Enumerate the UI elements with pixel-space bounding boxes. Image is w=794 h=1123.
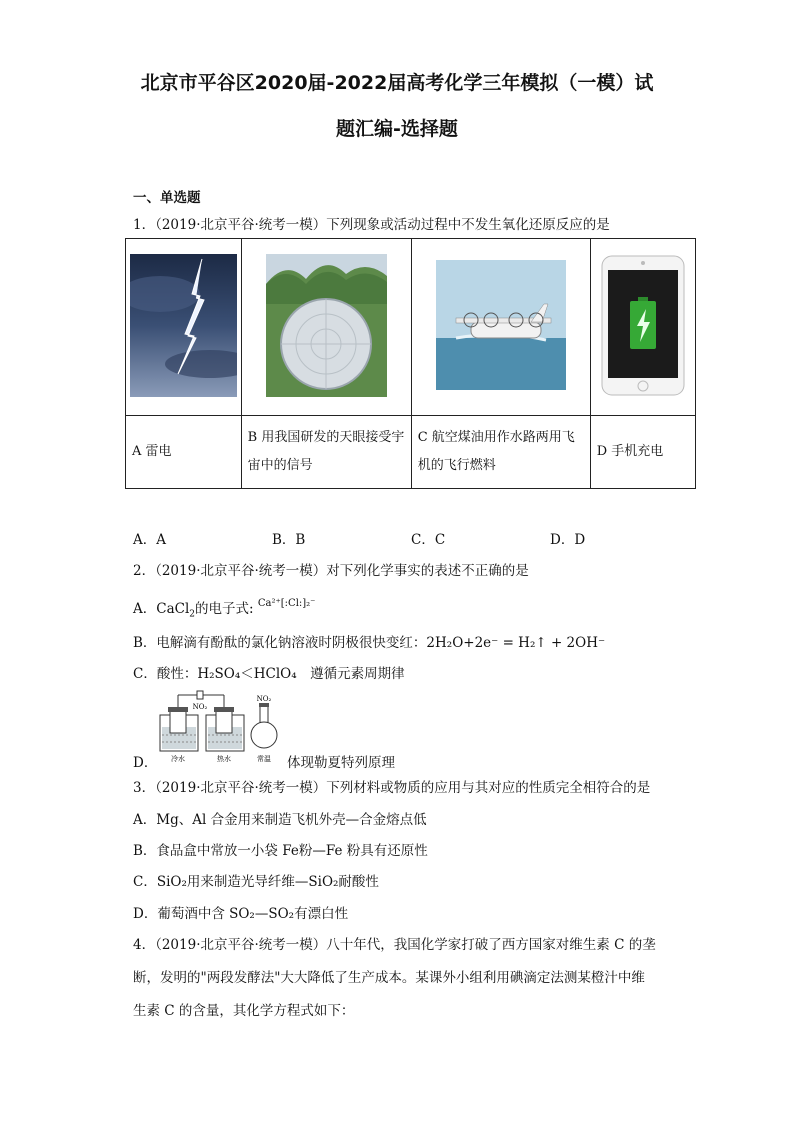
doc-title-line1: 北京市平谷区2020届-2022届高考化学三年模拟（一模）试	[140, 72, 654, 94]
q3-option-b: B．食品盒中常放一小袋 Fe粉—Fe 粉具有还原性	[133, 843, 428, 859]
no2-equilibrium-diagram	[152, 687, 287, 763]
cold-water-label: 冷水	[171, 755, 185, 763]
q1-cell-b-label: B 用我国研发的天眼接受宇宙中的信号	[241, 416, 411, 489]
q2-option-b: B．电解滴有酚酞的氯化钠溶液时阴极很快变红：2H₂O+2e⁻ = H₂↑ + 2OH⁻	[133, 635, 606, 651]
q3-option-c: C．SiO₂用来制造光导纤维—SiO₂耐酸性	[133, 874, 379, 890]
cell-phone	[590, 239, 695, 416]
fast-telescope-photo	[266, 254, 387, 397]
q4-line1: 4．（2019·北京平谷·统考一模）八十年代，我国化学家打破了西方国家对维生素 C 的垄	[133, 937, 656, 953]
q1-stem: 1．（2019·北京平谷·统考一模）下列现象或活动过程中不发生氧化还原反应的是	[133, 217, 610, 233]
q4-line3: 生素 C 的含量，其化学方程式如下：	[133, 1003, 355, 1019]
cell-seaplane	[411, 239, 590, 416]
q1-table	[125, 238, 696, 489]
q3-option-d: D．葡萄酒中含 SO₂—SO₂有漂白性	[133, 906, 349, 922]
q1-options	[133, 528, 689, 548]
q2-option-a	[133, 597, 315, 620]
q3-stem: 3．（2019·北京平谷·统考一模）下列材料或物质的应用与其对应的性质完全相符合的是	[133, 780, 651, 796]
seaplane-photo	[436, 260, 566, 390]
q2-a-sub: 2	[189, 609, 196, 620]
q1-option-b: B．B	[272, 532, 306, 548]
phone-charging-photo	[600, 254, 686, 397]
q1-option-a: A．A	[133, 532, 166, 548]
lightning-photo	[130, 254, 237, 397]
q1-cell-c-label: C 航空煤油用作水路两用飞机的飞行燃料	[411, 416, 590, 489]
doc-title-line2: 题汇编-选择题	[336, 118, 458, 140]
q2-a-mid: 的电子式:	[195, 601, 254, 617]
cell-telescope	[241, 239, 411, 416]
q2-option-d-suffix: 体现勒夏特列原理	[287, 755, 395, 771]
q2-option-c: C．酸性：H₂SO₄＜HClO₄ 遵循元素周期律	[133, 666, 405, 682]
q2-option-d-prefix: D．	[133, 755, 158, 771]
cell-lightning	[126, 239, 242, 416]
q1-cell-d-label: D 手机充电	[590, 416, 695, 489]
q1-option-d: D．D	[550, 532, 586, 548]
no2-label-2: NO₂	[256, 695, 272, 703]
q2-stem: 2．（2019·北京平谷·统考一模）对下列化学事实的表述不正确的是	[133, 563, 529, 579]
q2-a-prefix: A．CaCl	[133, 601, 190, 617]
section-heading: 一、单选题	[133, 190, 201, 206]
q2-a-formula: Ca²⁺[:Cl:]₂⁻	[257, 598, 316, 609]
no2-label-1: NO₂	[192, 703, 208, 711]
q4-line2: 断，发明的"两段发酵法"大大降低了生产成本。某课外小组利用碘滴定法测某橙汁中维	[133, 970, 645, 986]
hot-water-label: 热水	[217, 755, 231, 763]
q1-option-c: C．C	[411, 532, 446, 548]
q3-option-a: A．Mg、Al 合金用来制造飞机外壳—合金熔点低	[133, 812, 427, 828]
q1-cell-a-label: A 雷电	[126, 416, 242, 489]
room-temp-label: 常温	[257, 755, 271, 763]
